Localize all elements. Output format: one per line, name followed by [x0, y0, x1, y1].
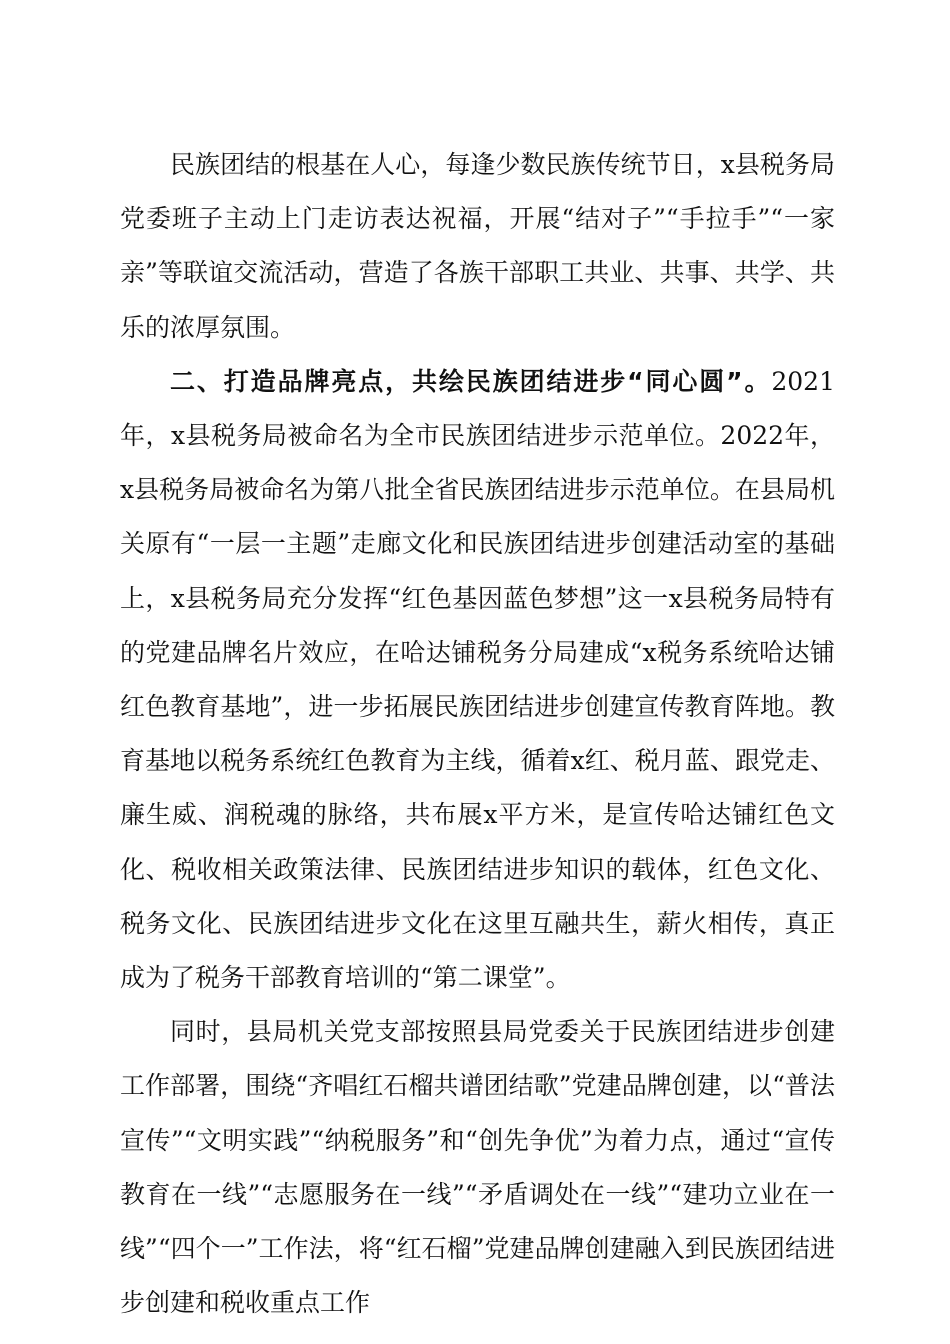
paragraph-party-branch-work	[120, 1005, 835, 1330]
paragraph-ethnic-unity-roots	[120, 138, 835, 355]
section-heading: 二、打造品牌亮点，共绘民族团结进步“同心圆”。	[170, 366, 772, 396]
paragraph-text: 同时，县局机关党支部按照县局党委关于民族团结进步创建工作部署，围绕“齐唱红石榴共谱团结歌”党建品牌创建，以“普法宣传”“文明实践”“纳税服务”和“创先争优”为着力点，通过“宣传教育在一线”“志愿服务在一线”“矛盾调处在一线”“建功立业在一线”“四个一”工作法，将“红石榴”党建品牌创建融入到民族团结进步创建和税收重点工作	[120, 1017, 835, 1318]
paragraph-brand-highlights	[120, 355, 835, 1005]
paragraph-text: 民族团结的根基在人心，每逢少数民族传统节日，x县税务局党委班子主动上门走访表达祝福，开展“结对子”“手拉手”“一家亲”等联谊交流活动，营造了各族干部职工共业、共事、共学、共乐的浓厚氛围。	[120, 150, 835, 342]
paragraph-text: 2021年，x县税务局被命名为全市民族团结进步示范单位。2022年，x县税务局被命名为第八批全省民族团结进步示范单位。在县局机关原有“一层一主题”走廊文化和民族团结进步创建活动室的基础上，x县税务局充分发挥“红色基因蓝色梦想”这一x县税务局特有的党建品牌名片效应，在哈达铺税务分局建成“x税务系统哈达铺红色教育基地”，进一步拓展民族团结进步创建宣传教育阵地。教育基地以税务系统红色教育为主线，循着x红、税月蓝、跟党走、廉生威、润税魂的脉络，共布展x平方米，是宣传哈达铺红色文化、税收相关政策法律、民族团结进步知识的载体，红色文化、税务文化、民族团结进步文化在这里互融共生，薪火相传，真正成为了税务干部教育培训的“第二课堂”。	[120, 366, 835, 993]
document-body	[120, 138, 835, 1330]
